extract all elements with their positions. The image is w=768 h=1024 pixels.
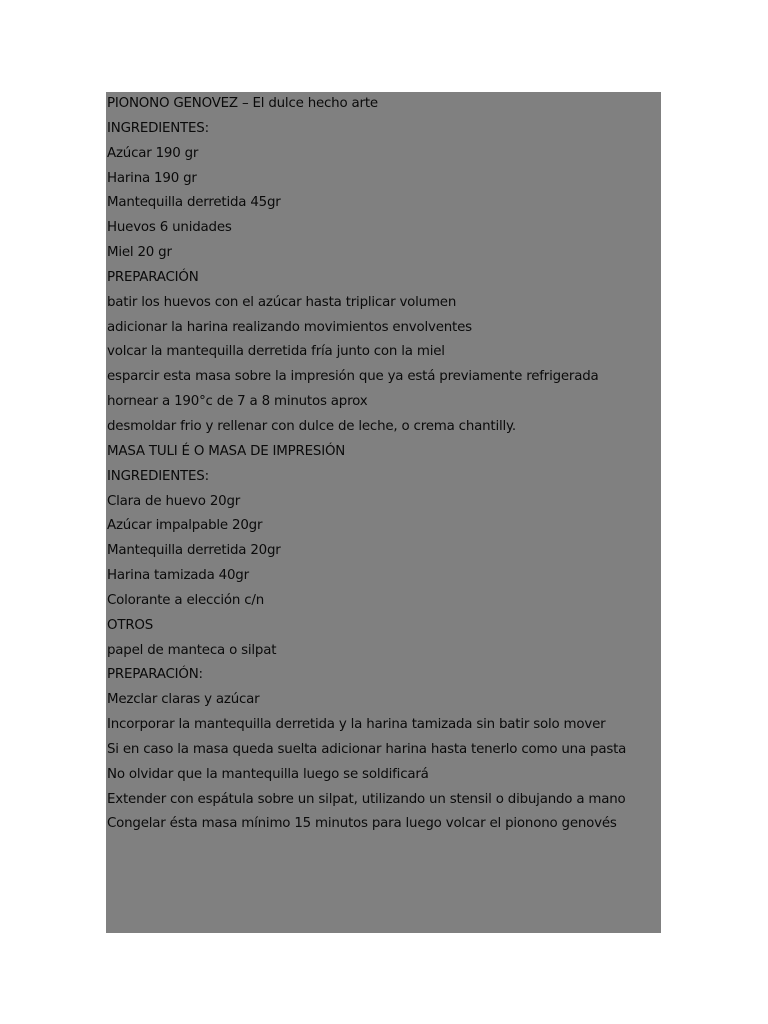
ingredient-line: Mantequilla derretida 45gr	[107, 195, 281, 211]
ingredient-line: Colorante a elección c/n	[107, 592, 264, 608]
section-title: MASA TULI É O MASA DE IMPRESIÓN	[107, 443, 346, 459]
section-heading: INGREDIENTES:	[107, 468, 209, 484]
section-heading: OTROS	[107, 617, 154, 633]
instruction-line: hornear a 190°c de 7 a 8 minutos aprox	[107, 394, 368, 410]
instruction-line: esparcir esta masa sobre la impresión que ya está previamente refrigerada	[107, 369, 599, 385]
instruction-line: No olvidar que la mantequilla luego se soldificará	[107, 766, 429, 782]
instruction-line: batir los huevos con el azúcar hasta triplicar volumen	[107, 294, 457, 310]
instruction-line: Si en caso la masa queda suelta adicionar harina hasta tenerlo como una pasta	[107, 741, 627, 757]
ingredient-line: Mantequilla derretida 20gr	[107, 543, 281, 559]
ingredient-line: Clara de huevo 20gr	[107, 493, 241, 509]
ingredient-line: Azúcar impalpable 20gr	[107, 518, 263, 534]
ingredient-line: Harina tamizada 40gr	[107, 568, 249, 584]
recipe-title: PIONONO GENOVEZ – El dulce hecho arte	[107, 96, 378, 111]
ingredient-line: Huevos 6 unidades	[107, 220, 232, 236]
recipe-text	[107, 94, 626, 839]
section-heading: INGREDIENTES:	[107, 120, 209, 136]
instruction-line: volcar la mantequilla derretida fría junto con la miel	[107, 344, 445, 360]
instruction-line: Extender con espátula sobre un silpat, utilizando un stensil o dibujando a mano	[107, 791, 626, 807]
instruction-line: Congelar ésta masa mínimo 15 minutos para luego volcar el pionono genovés	[107, 816, 617, 832]
ingredient-line: Harina 190 gr	[107, 170, 197, 186]
instruction-line: adicionar la harina realizando movimientos envolventes	[107, 319, 472, 335]
section-heading: PREPARACIÓN:	[107, 667, 203, 683]
ingredient-line: Azúcar 190 gr	[107, 145, 199, 161]
document-page	[106, 92, 661, 933]
instruction-line: Incorporar la mantequilla derretida y la harina tamizada sin batir solo mover	[107, 717, 606, 733]
instruction-line: Mezclar claras y azúcar	[107, 692, 260, 708]
ingredient-line: Miel 20 gr	[107, 245, 172, 261]
section-heading: PREPARACIÓN	[107, 269, 199, 285]
instruction-line: desmoldar frio y rellenar con dulce de leche, o crema chantilly.	[107, 418, 516, 434]
ingredient-line: papel de manteca o silpat	[107, 642, 277, 658]
